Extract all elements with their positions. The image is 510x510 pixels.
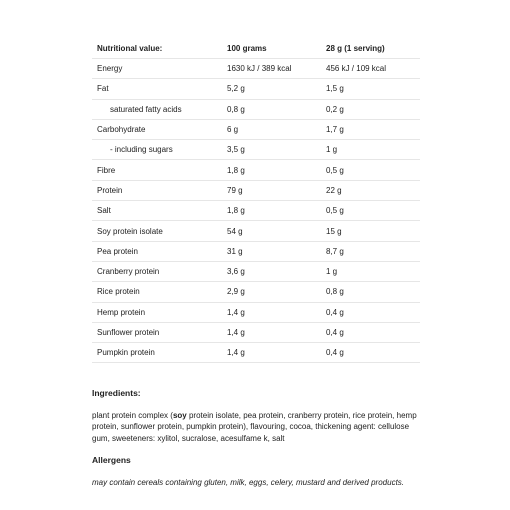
value-per-100g: 3,6 g bbox=[222, 261, 321, 281]
allergens-heading: Allergens bbox=[92, 455, 131, 466]
value-per-serving: 0,4 g bbox=[321, 302, 420, 322]
nutrient-name: Rice protein bbox=[92, 282, 222, 302]
table-row bbox=[92, 261, 420, 281]
value-per-serving: 15 g bbox=[321, 221, 420, 241]
value-per-serving: 1 g bbox=[321, 140, 420, 160]
product-info bbox=[92, 38, 420, 488]
value-per-100g: 1,4 g bbox=[222, 302, 321, 322]
value-per-100g: 0,8 g bbox=[222, 99, 321, 119]
nutrient-name: saturated fatty acids bbox=[92, 99, 222, 119]
table-row bbox=[92, 160, 420, 180]
table-row bbox=[92, 119, 420, 139]
value-per-serving: 0,5 g bbox=[321, 201, 420, 221]
value-per-100g: 1,4 g bbox=[222, 343, 321, 363]
value-per-serving: 1,7 g bbox=[321, 119, 420, 139]
value-per-100g: 2,9 g bbox=[222, 282, 321, 302]
value-per-100g: 79 g bbox=[222, 180, 321, 200]
table-header-row bbox=[92, 38, 420, 59]
value-per-100g: 3,5 g bbox=[222, 140, 321, 160]
ingredients-allergen-soy: soy bbox=[172, 410, 187, 420]
nutrient-name: Fat bbox=[92, 79, 222, 99]
ingredients-section bbox=[92, 388, 420, 488]
nutrient-name: Energy bbox=[92, 59, 222, 79]
table-row bbox=[92, 241, 420, 261]
nutrient-name: Sunflower protein bbox=[92, 322, 222, 342]
header-per-100-grams: 100 grams bbox=[222, 38, 321, 59]
header-per-serving: 28 g (1 serving) bbox=[321, 38, 420, 59]
header-nutritional-value: Nutritional value: bbox=[92, 38, 222, 59]
ingredients-text bbox=[92, 410, 420, 445]
nutrition-table bbox=[92, 38, 420, 363]
nutrient-name: Protein bbox=[92, 180, 222, 200]
value-per-serving: 0,4 g bbox=[321, 322, 420, 342]
table-row bbox=[92, 322, 420, 342]
table-row bbox=[92, 59, 420, 79]
value-per-100g: 1,8 g bbox=[222, 201, 321, 221]
nutrient-name: Carbohydrate bbox=[92, 119, 222, 139]
value-per-serving: 456 kJ / 109 kcal bbox=[321, 59, 420, 79]
value-per-100g: 1630 kJ / 389 kcal bbox=[222, 59, 321, 79]
value-per-serving: 0,2 g bbox=[321, 99, 420, 119]
value-per-100g: 31 g bbox=[222, 241, 321, 261]
nutrient-name: Salt bbox=[92, 201, 222, 221]
value-per-serving: 1 g bbox=[321, 261, 420, 281]
nutrition-table-body bbox=[92, 59, 420, 363]
value-per-100g: 6 g bbox=[222, 119, 321, 139]
nutrient-name: Fibre bbox=[92, 160, 222, 180]
value-per-100g: 5,2 g bbox=[222, 79, 321, 99]
table-row bbox=[92, 282, 420, 302]
nutrient-name: Pea protein bbox=[92, 241, 222, 261]
nutrient-name: Pumpkin protein bbox=[92, 343, 222, 363]
table-row bbox=[92, 221, 420, 241]
value-per-serving: 1,5 g bbox=[321, 79, 420, 99]
value-per-100g: 1,8 g bbox=[222, 160, 321, 180]
allergens-text: may contain cereals containing gluten, milk, eggs, celery, mustard and derived products. bbox=[92, 477, 405, 487]
value-per-serving: 8,7 g bbox=[321, 241, 420, 261]
value-per-100g: 54 g bbox=[222, 221, 321, 241]
table-row bbox=[92, 79, 420, 99]
ingredients-text-start: plant protein complex ( bbox=[92, 410, 173, 420]
table-row bbox=[92, 180, 420, 200]
value-per-serving: 0,8 g bbox=[321, 282, 420, 302]
nutrient-name: Cranberry protein bbox=[92, 261, 222, 281]
value-per-serving: 22 g bbox=[321, 180, 420, 200]
table-row bbox=[92, 140, 420, 160]
ingredients-text-rest: protein isolate, pea protein, cranberry protein, rice protein, hemp protein, sunflower protein, pumpkin protein), flavouring, cocoa, thickening agent: cellulose gum, sweeteners: xylitol, sucralose, acesulfame k, salt bbox=[92, 410, 417, 443]
ingredients-heading: Ingredients: bbox=[92, 388, 141, 399]
table-row bbox=[92, 201, 420, 221]
table-row bbox=[92, 343, 420, 363]
nutrient-name: Hemp protein bbox=[92, 302, 222, 322]
nutrient-name: Soy protein isolate bbox=[92, 221, 222, 241]
table-row bbox=[92, 99, 420, 119]
nutrient-name: - including sugars bbox=[92, 140, 222, 160]
table-row bbox=[92, 302, 420, 322]
value-per-serving: 0,4 g bbox=[321, 343, 420, 363]
value-per-100g: 1,4 g bbox=[222, 322, 321, 342]
value-per-serving: 0,5 g bbox=[321, 160, 420, 180]
